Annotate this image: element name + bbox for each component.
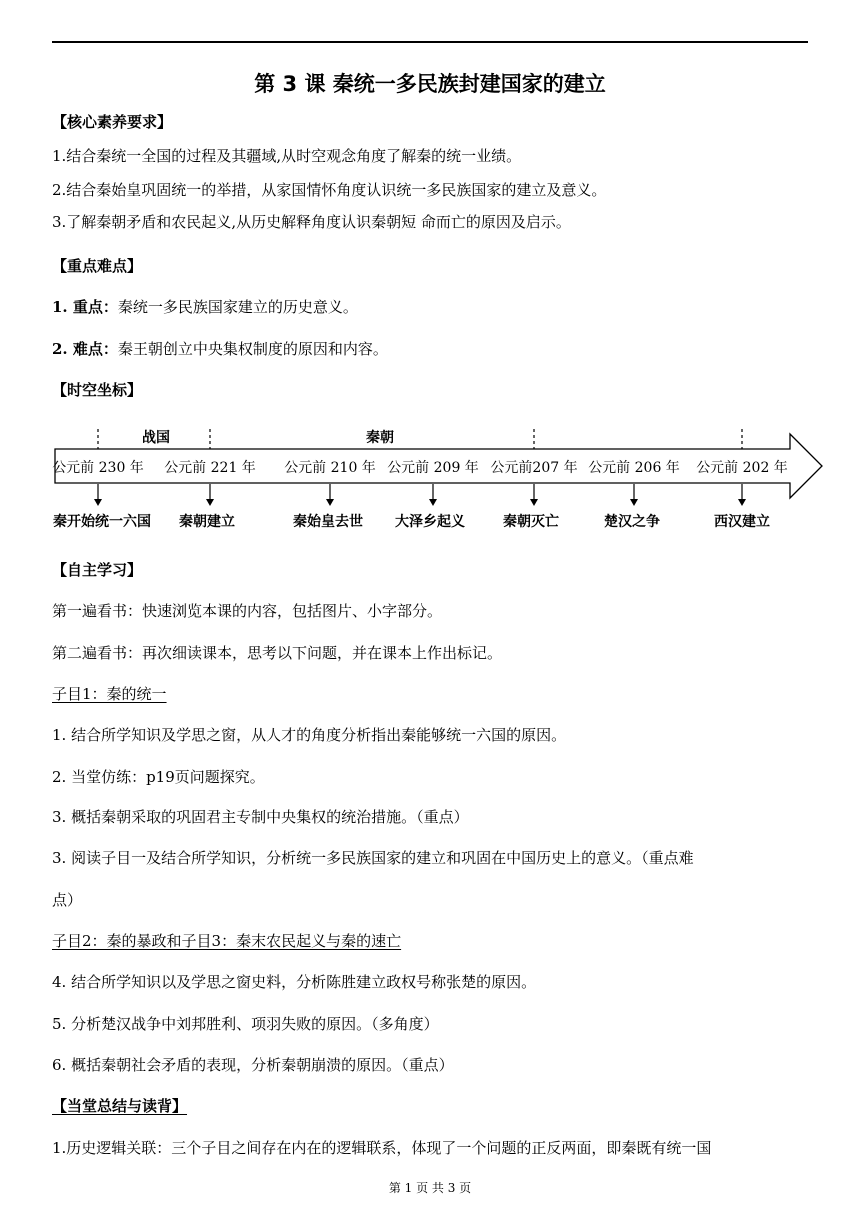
timeline-event-3: 秦始皇去世 — [293, 514, 363, 530]
requirement-3: 3.了解秦朝矛盾和农民起义,从历史解释角度认识秦朝短 命而亡的原因及启示。 — [52, 213, 571, 231]
heading-self-study: 【自主学习】 — [52, 561, 143, 579]
timeline-date-6: 公元前 206 年 — [588, 460, 680, 476]
heading-core-requirements: 【核心素养要求】 — [52, 113, 173, 131]
question-2: 2. 当堂仿练：p19页问题探究。 — [52, 768, 265, 786]
timeline-event-7: 西汉建立 — [714, 514, 770, 530]
timeline-arrowhead-2 — [206, 499, 214, 506]
question-3b-cont: 点） — [52, 891, 83, 909]
timeline-arrowhead-1 — [94, 499, 102, 506]
subsection-1-title: 子目1：秦的统一 — [52, 685, 167, 703]
requirement-1: 1.结合秦统一全国的过程及其疆域,从时空观念角度了解秦的统一业绩。 — [52, 147, 522, 165]
key-point-2 — [52, 339, 388, 359]
timeline-event-4: 大泽乡起义 — [395, 514, 465, 530]
timeline-date-2: 公元前 221 年 — [164, 460, 256, 476]
requirement-2: 2.结合秦始皇巩固统一的举措，从家国情怀角度认识统一多民族国家的建立及意义。 — [52, 181, 607, 199]
question-3: 3. 概括秦朝采取的巩固君主专制中央集权的统治措施。（重点） — [52, 808, 469, 826]
key-point-1-label: 1. 重点： — [52, 298, 118, 316]
heading-summary: 【当堂总结与读背】 — [52, 1097, 188, 1115]
timeline-arrowhead-7 — [738, 499, 746, 506]
timeline-arrowhead-4 — [429, 499, 437, 506]
question-5: 5. 分析楚汉战争中刘邦胜利、项羽失败的原因。（多角度） — [52, 1015, 439, 1033]
study-intro-2: 第二遍看书：再次细读课本，思考以下问题，并在课本上作出标记。 — [52, 644, 503, 662]
timeline-date-3: 公元前 210 年 — [284, 460, 376, 476]
timeline-event-5: 秦朝灭亡 — [503, 514, 559, 530]
top-rule — [52, 41, 808, 43]
timeline-events — [53, 513, 770, 530]
question-6: 6. 概括秦朝社会矛盾的表现，分析秦朝崩溃的原因。（重点） — [52, 1056, 454, 1074]
timeline-arrowhead-5 — [530, 499, 538, 506]
key-point-2-label: 2. 难点： — [52, 340, 118, 358]
summary-text: 1.历史逻辑关联：三个子目之间存在内在的逻辑联系，体现了一个问题的正反两面，即秦既有统一国 — [52, 1139, 712, 1157]
timeline-event-arrows — [94, 484, 746, 506]
study-intro-1: 第一遍看书：快速浏览本课的内容，包括图片、小字部分。 — [52, 602, 443, 620]
timeline-event-6: 楚汉之争 — [604, 514, 660, 530]
key-point-2-text: 秦王朝创立中央集权制度的原因和内容。 — [117, 340, 388, 358]
period-qin: 秦朝 — [366, 430, 394, 446]
key-point-1-text: 秦统一多民族国家建立的历史意义。 — [117, 298, 358, 316]
question-3b: 3. 阅读子目一及结合所学知识，分析统一多民族国家的建立和巩固在中国历史上的意义。（重点难 — [52, 849, 694, 867]
period-dividers — [98, 429, 742, 449]
question-4: 4. 结合所学知识以及学思之窗史料，分析陈胜建立政权号称张楚的原因。 — [52, 973, 537, 991]
timeline-date-4: 公元前 209 年 — [387, 460, 479, 476]
timeline-date-5: 公元前207 年 — [490, 460, 578, 476]
question-1: 1. 结合所学知识及学思之窗，从人才的角度分析指出秦能够统一六国的原因。 — [52, 726, 567, 744]
period-warring-states: 战国 — [142, 430, 170, 446]
heading-timeline: 【时空坐标】 — [52, 381, 143, 399]
timeline-arrowhead-6 — [630, 499, 638, 506]
timeline-date-1: 公元前 230 年 — [52, 460, 144, 476]
subsection-2-title: 子目2：秦的暴政和子目3：秦末农民起义与秦的速亡 — [52, 932, 402, 950]
timeline-date-7: 公元前 202 年 — [696, 460, 788, 476]
timeline-event-1: 秦开始统一六国 — [53, 514, 151, 530]
timeline-arrowhead-3 — [326, 499, 334, 506]
page-title: 第 3 课 秦统一多民族封建国家的建立 — [254, 72, 606, 96]
timeline-event-2: 秦朝建立 — [179, 514, 235, 530]
key-point-1 — [52, 297, 358, 317]
heading-key-points: 【重点难点】 — [52, 257, 143, 275]
page-footer: 第 1 页 共 3 页 — [388, 1181, 472, 1195]
timeline-diagram — [50, 420, 830, 538]
